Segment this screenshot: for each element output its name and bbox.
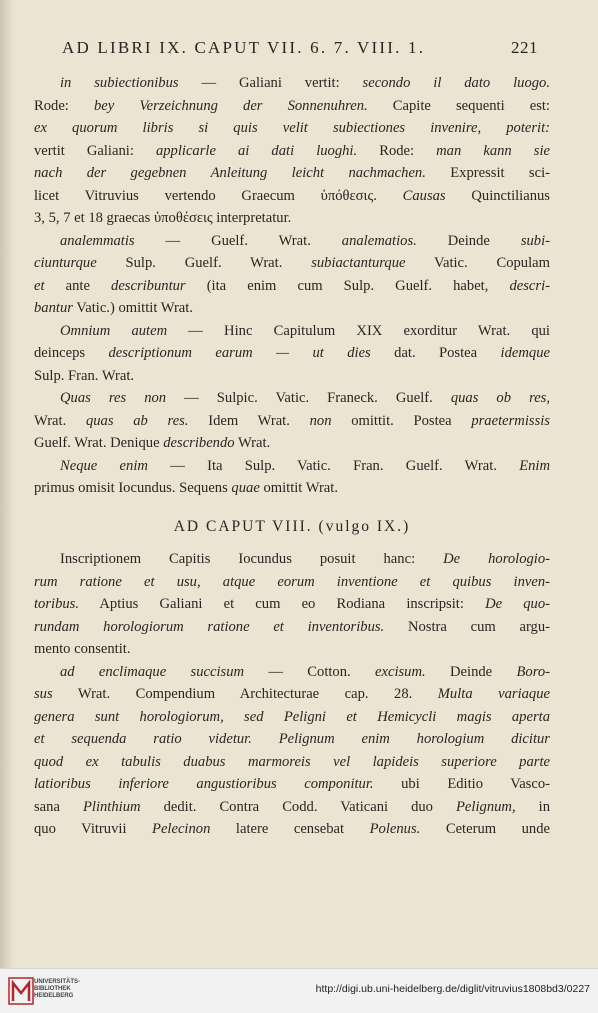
- text-line: [34, 773, 550, 796]
- text-line: [34, 683, 550, 706]
- text-line: [34, 95, 550, 118]
- text-span: Ceterum unde: [420, 821, 550, 837]
- text-span: — Sulpic. Vatic. Franeck. Guelf.: [166, 390, 451, 406]
- italic-text: Quas res non: [60, 390, 167, 406]
- italic-text: rum ratione et usu, atque eorum inventione et quibus inven-: [34, 573, 550, 590]
- italic-text: nach der gegebnen Anleitung leicht nachmachen.: [34, 165, 426, 181]
- text-span: (ita enim cum Sulp. Guelf. habet,: [185, 277, 510, 294]
- text-span: primus omisit Iocundus. Sequens: [34, 480, 232, 496]
- text-span: Vatic.) omittit Wrat.: [72, 300, 193, 316]
- italic-text: non: [309, 412, 332, 429]
- text-span: — Hinc Capitulum XIX exorditur Wrat. qui: [167, 322, 550, 339]
- text-span: in: [515, 798, 550, 815]
- italic-text: analematios.: [341, 232, 417, 249]
- text-span: deinceps: [34, 345, 109, 361]
- text-line: [34, 455, 550, 478]
- text-span: ante: [44, 277, 112, 294]
- text-line: [34, 185, 550, 208]
- text-line: [34, 140, 550, 163]
- text-span: quo Vitruvii: [34, 821, 153, 837]
- text-line: [34, 230, 550, 253]
- italic-text: man kann sie: [436, 142, 550, 159]
- running-header: [62, 38, 538, 58]
- italic-text: toribus.: [34, 596, 80, 612]
- italic-text: descriptionum earum — ut dies: [108, 345, 371, 361]
- text-span: Expressit sci-: [425, 165, 550, 181]
- text-span: licet Vitruvius vertendo Graecum ὑπόθεσις.: [34, 187, 403, 204]
- italic-text: bantur: [34, 300, 73, 316]
- library-name: [34, 979, 80, 1000]
- italic-text: Enim: [519, 457, 550, 474]
- text-line: [34, 252, 550, 275]
- text-line: [34, 387, 550, 410]
- italic-text: Pelecinon: [152, 821, 211, 837]
- text-line: [34, 661, 550, 684]
- text-span: Rode:: [34, 97, 94, 114]
- permalink-url[interactable]: http://digi.ub.uni-heidelberg.de/diglit/vitruvius1808bd3/0227: [315, 983, 590, 995]
- text-line: [34, 342, 550, 365]
- text-span: Deinde: [416, 232, 521, 249]
- text-span: Wrat.: [34, 412, 86, 429]
- italic-text: sus: [34, 686, 53, 702]
- italic-text: ex quorum libris si quis velit subiectiones invenire, poterit:: [34, 120, 550, 136]
- text-span: Wrat.: [234, 435, 271, 451]
- italic-text: ad enclimaque succisum: [60, 663, 245, 680]
- text-span: Idem Wrat.: [188, 412, 310, 429]
- text-line: [34, 728, 550, 751]
- text-line: [34, 207, 550, 230]
- text-span: Capite sequenti est:: [367, 97, 550, 114]
- italic-text: descri-: [509, 277, 550, 294]
- text-span: dedit. Contra Codd. Vaticani duo: [140, 798, 457, 815]
- text-line: [34, 117, 550, 140]
- italic-text: subiactanturque: [311, 255, 406, 271]
- body-text: [34, 72, 550, 841]
- text-span: Vatic. Copulam: [405, 255, 550, 271]
- italic-text: latioribus inferiore angustioribus componitur.: [34, 776, 374, 792]
- italic-text: ciunturque: [34, 255, 97, 271]
- section-heading: [34, 516, 550, 539]
- text-span: — Guelf. Wrat.: [134, 232, 342, 249]
- text-line: [34, 818, 550, 841]
- text-line: [34, 365, 550, 388]
- text-span: dat. Postea: [370, 345, 501, 361]
- text-line: [34, 432, 550, 455]
- text-span: AD CAPUT VIII. (vulgo IX.): [173, 517, 411, 535]
- library-name-line: UNIVERSITÄTS-: [34, 979, 81, 985]
- university-library-logo-icon[interactable]: [8, 977, 34, 1005]
- page-number: 221: [511, 38, 538, 57]
- italic-text: quas ab res.: [85, 412, 189, 429]
- italic-text: quae: [231, 480, 260, 496]
- italic-text: et: [34, 277, 45, 294]
- italic-text: rundam horologiorum ratione et inventoribus.: [34, 618, 385, 635]
- text-line: [34, 796, 550, 819]
- library-name-line: HEIDELBERG: [34, 993, 74, 999]
- text-span: Nostra cum argu-: [384, 618, 550, 635]
- text-span: 3, 5, 7 et 18 graecas ὑποθέσεις interpretatur.: [34, 210, 292, 226]
- text-line: [34, 297, 550, 320]
- italic-text: Causas: [402, 187, 446, 204]
- text-line: [34, 72, 550, 95]
- text-line: [34, 751, 550, 774]
- text-line: [34, 410, 550, 433]
- italic-text: analemmatis: [60, 232, 135, 249]
- italic-text: bey Verzeichnung der Sonnenuhren.: [93, 97, 368, 114]
- italic-text: praetermissis: [471, 412, 550, 429]
- text-span: — Galiani vertit:: [178, 75, 363, 91]
- text-span: Aptius Galiani et cum eo Rodiana inscripsit:: [79, 596, 486, 612]
- italic-text: secondo il dato luogo.: [362, 75, 550, 91]
- text-span: Quinctilianus: [445, 187, 550, 204]
- text-span: — Ita Sulp. Vatic. Fran. Guelf. Wrat.: [147, 457, 520, 474]
- italic-text: De horologio-: [443, 551, 550, 567]
- text-line: [34, 320, 550, 343]
- italic-text: Boro-: [516, 663, 550, 680]
- italic-text: genera sunt horologiorum, sed Peligni et Hemicycli magis aperta: [34, 708, 550, 725]
- text-span: mento consentit.: [34, 641, 131, 657]
- italic-text: Neque enim: [60, 457, 148, 474]
- text-span: ubi Editio Vasco-: [373, 776, 550, 792]
- text-span: Guelf. Wrat. Denique: [34, 435, 164, 451]
- text-span: Sulp. Fran. Wrat.: [34, 367, 135, 384]
- running-title: AD LIBRI IX. CAPUT VII. 6. 7. VIII. 1.: [62, 38, 426, 57]
- text-line: [34, 477, 550, 500]
- italic-text: idemque: [500, 345, 550, 361]
- italic-text: describuntur: [111, 277, 186, 294]
- text-span: Sulp. Guelf. Wrat.: [96, 255, 312, 271]
- text-line: [34, 275, 550, 298]
- text-span: vertit Galiani:: [34, 142, 156, 159]
- library-name-line: BIBLIOTHEK: [34, 986, 71, 992]
- text-line: [34, 548, 550, 571]
- italic-text: Plinthium: [82, 798, 141, 815]
- text-line: [34, 593, 550, 616]
- text-span: Deinde: [425, 663, 517, 680]
- italic-text: subi-: [520, 232, 550, 249]
- text-line: [34, 162, 550, 185]
- italic-text: Pelignum,: [456, 798, 516, 815]
- italic-text: et sequenda ratio videtur. Pelignum enim horologium dicitur: [34, 731, 550, 747]
- italic-text: describendo: [163, 435, 235, 451]
- italic-text: Omnium autem: [60, 322, 168, 339]
- text-line: [34, 706, 550, 729]
- italic-text: quod ex tabulis duabus marmoreis vel lapideis superiore parte: [34, 753, 550, 770]
- italic-text: De quo-: [485, 596, 550, 612]
- italic-text: applicarle ai dati luoghi.: [155, 142, 358, 159]
- text-span: Inscriptionem Capitis Iocundus posuit hanc:: [60, 551, 444, 567]
- text-line: [34, 638, 550, 661]
- italic-text: quas ob res,: [450, 390, 550, 406]
- text-span: — Cotton.: [244, 663, 376, 680]
- text-line: [34, 616, 550, 639]
- text-span: Wrat. Compendium Architecturae cap. 28.: [52, 686, 438, 702]
- text-line: [34, 571, 550, 594]
- italic-text: Polenus.: [369, 821, 421, 837]
- text-span: omittit. Postea: [331, 412, 472, 429]
- italic-text: in subiectionibus: [60, 75, 179, 91]
- italic-text: Multa variaque: [437, 686, 550, 702]
- text-span: latere censebat: [210, 821, 370, 837]
- italic-text: excisum.: [375, 663, 426, 680]
- viewer-footer: [0, 968, 598, 1013]
- text-span: sana: [34, 798, 83, 815]
- text-span: omittit Wrat.: [259, 480, 338, 496]
- text-span: Rode:: [357, 142, 437, 159]
